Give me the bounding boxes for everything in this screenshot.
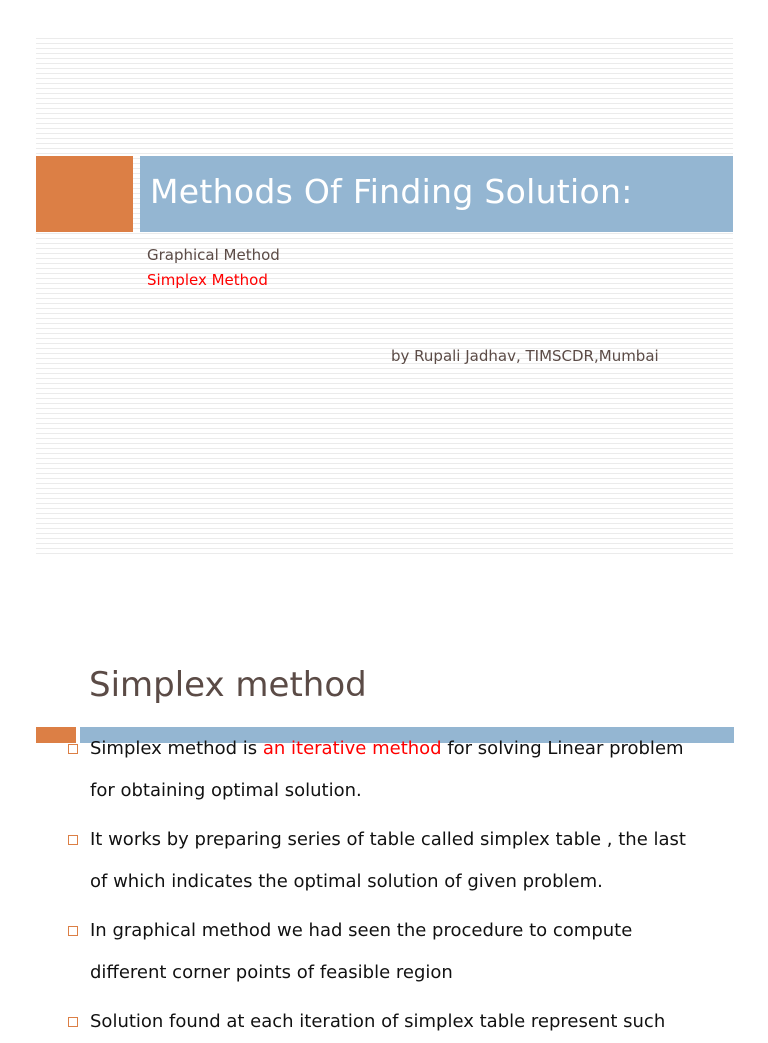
bullet-text: Solution found at each iteration of simplex table represent such xyxy=(90,1011,666,1032)
slide-title: Simplex method xyxy=(89,665,367,705)
bullet-text: Simplex method is an iterative method for solving Linear problem for obtaining optimal solution. xyxy=(90,738,684,801)
bullet-text: It works by preparing series of table called simplex table , the last of which indicates the optimal solution of given problem. xyxy=(90,829,686,892)
square-bullet-icon xyxy=(68,835,78,845)
slide-1 xyxy=(36,34,733,558)
method-item-simplex: Simplex Method xyxy=(147,271,268,289)
orange-accent-block xyxy=(36,156,133,232)
bullet-item xyxy=(68,1001,708,1043)
title-bar xyxy=(140,156,733,232)
bullet-item xyxy=(68,819,708,903)
slide-title: Methods Of Finding Solution: xyxy=(150,172,633,211)
highlight-text: an iterative method xyxy=(262,738,442,759)
method-item-graphical: Graphical Method xyxy=(147,246,280,264)
bullet-item xyxy=(68,728,708,812)
slide-2 xyxy=(0,560,768,1032)
square-bullet-icon xyxy=(68,926,78,936)
bullet-item xyxy=(68,910,708,994)
bullet-text: In graphical method we had seen the procedure to compute different corner points of feasible region xyxy=(90,920,633,983)
author-credit: by Rupali Jadhav, TIMSCDR,Mumbai xyxy=(391,347,659,365)
square-bullet-icon xyxy=(68,1017,78,1027)
square-bullet-icon xyxy=(68,744,78,754)
